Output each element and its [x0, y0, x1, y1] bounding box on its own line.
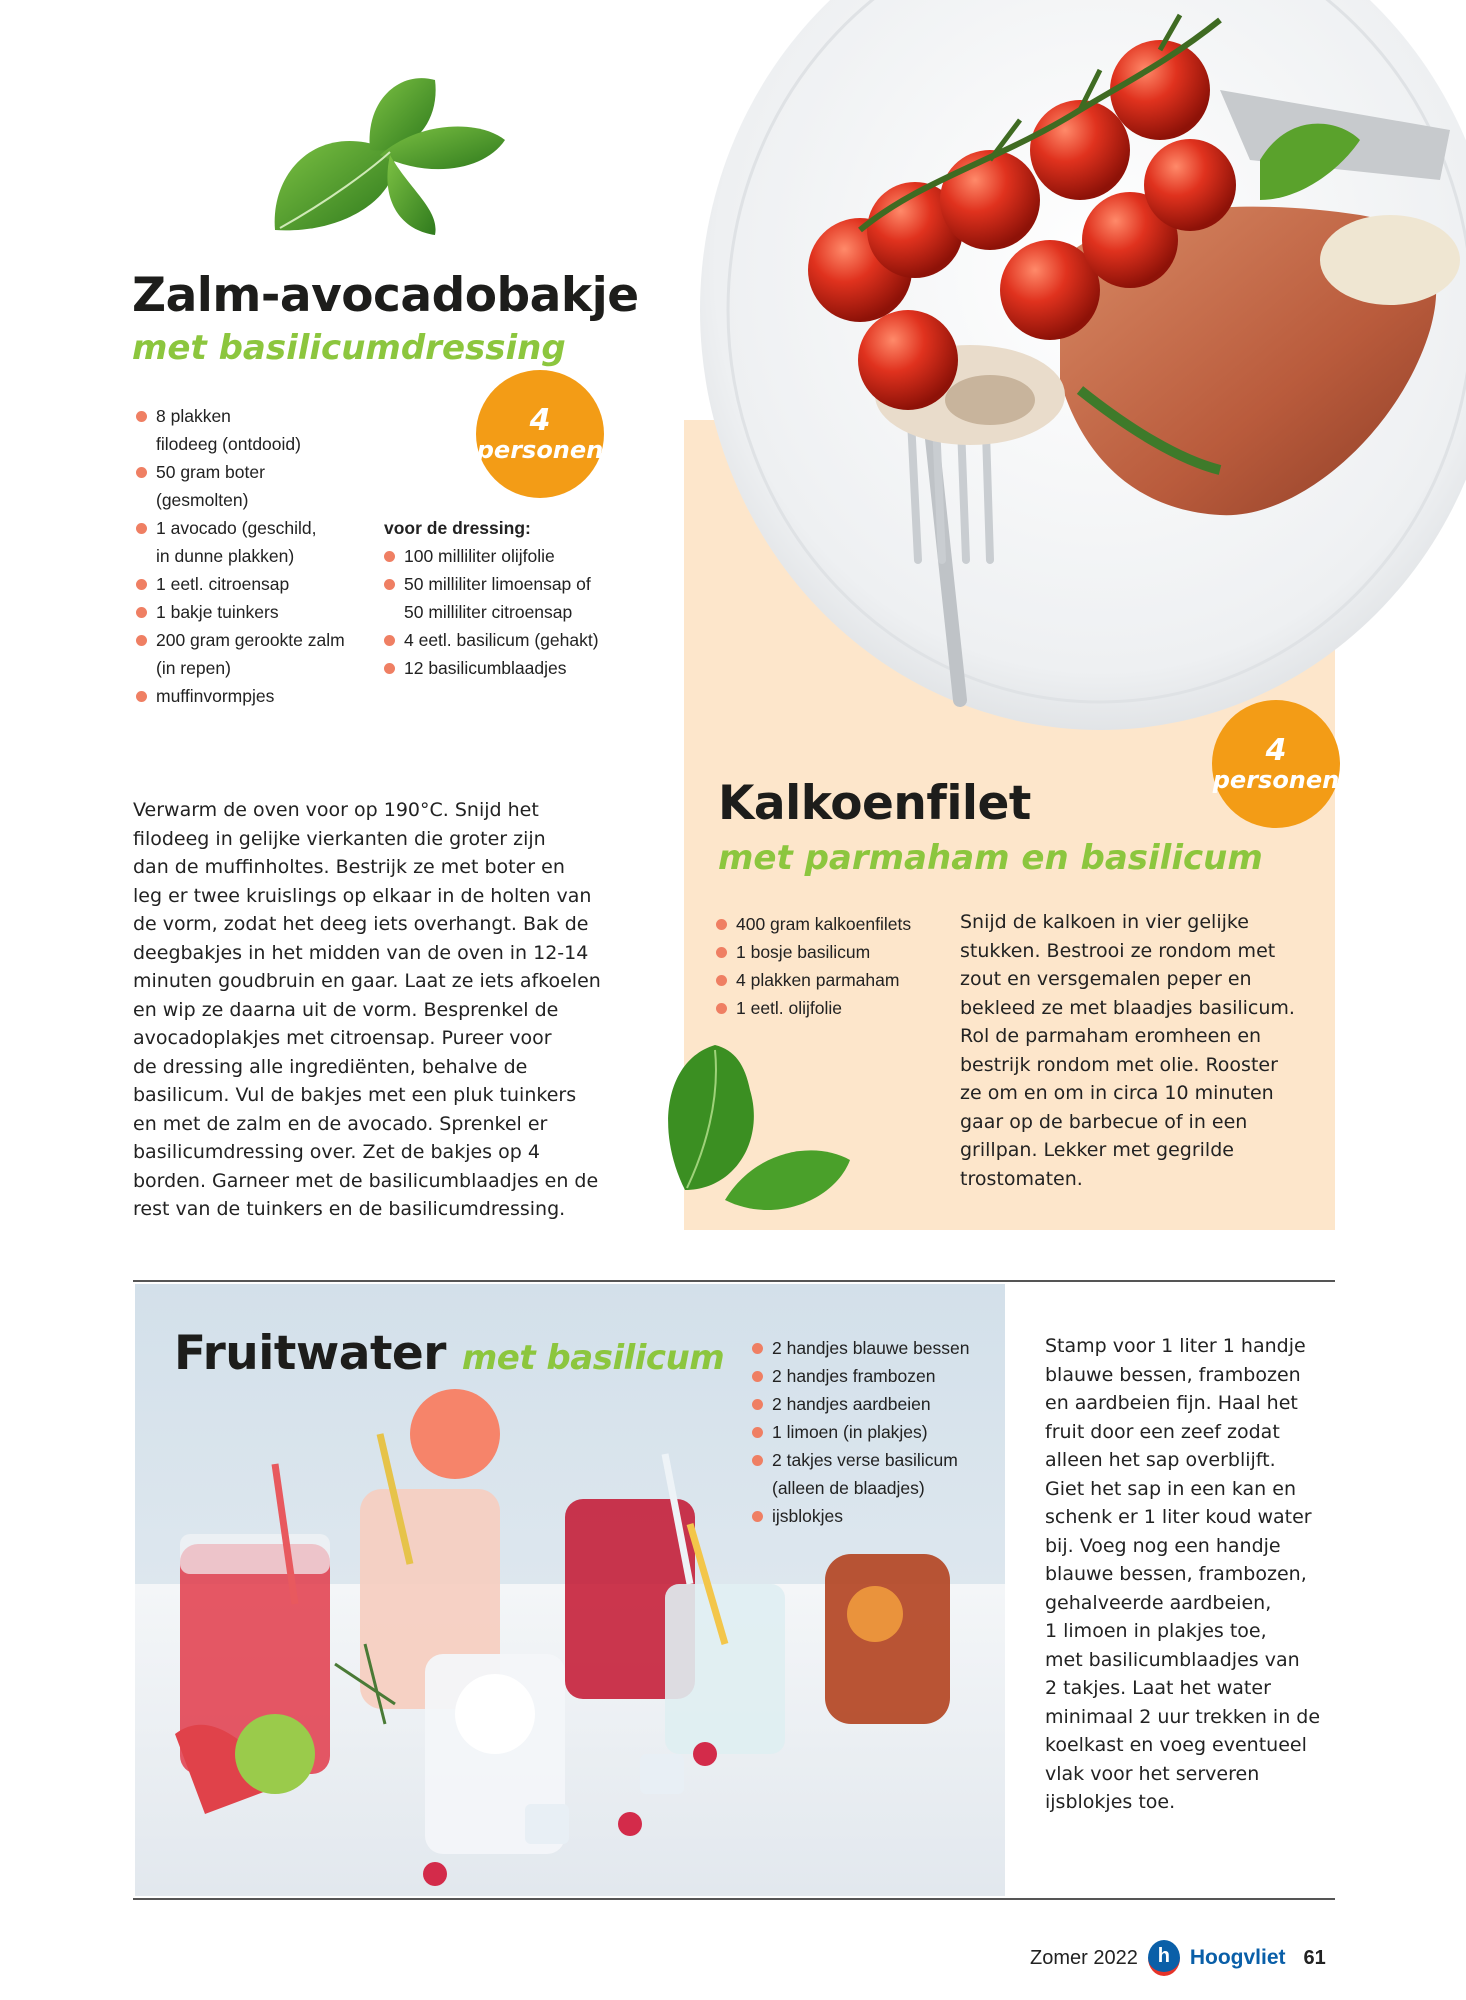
- text-line: gehalveerde aardbeien,: [1045, 1591, 1272, 1614]
- page-number: 61: [1303, 1946, 1326, 1969]
- text-line: bij. Voeg nog een handje: [1045, 1534, 1281, 1557]
- kalkoen-photo: [660, 0, 1466, 760]
- recipe2-subtitle: met parmaham en basilicum: [718, 838, 1263, 878]
- text-line: Giet het sap in een kan en: [1045, 1477, 1296, 1500]
- text-line: blauwe bessen, frambozen,: [1045, 1563, 1307, 1585]
- list-item: 50 gram boter: [136, 458, 376, 486]
- text-line: zout en versgemalen peper en: [960, 968, 1252, 990]
- text-line: bekleed ze met blaadjes basilicum.: [960, 996, 1295, 1019]
- text-line: en aardbeien fijn. Haal het: [1045, 1392, 1298, 1414]
- list-item: (in repen): [156, 658, 231, 678]
- text-line: met basilicumblaadjes van: [1045, 1648, 1300, 1671]
- section-divider-top: [133, 1280, 1335, 1282]
- list-item: 200 gram gerookte zalm: [136, 626, 376, 654]
- recipe2-ingredients: [716, 910, 946, 1022]
- list-item: (alleen de blaadjes): [772, 1478, 925, 1498]
- text-line: vlak voor het serveren: [1045, 1762, 1260, 1785]
- text-line: de dressing alle ingrediënten, behalve de: [133, 1055, 528, 1078]
- text-line: ijsblokjes toe.: [1045, 1791, 1176, 1813]
- badge-number: 4: [529, 403, 551, 439]
- recipe1-ingredients: [136, 402, 376, 710]
- text-line: trostomaten.: [960, 1167, 1083, 1190]
- list-item: 8 plakken: [136, 402, 376, 430]
- text-line: leg er twee kruislings op elkaar in de holten van: [133, 884, 592, 907]
- text-line: dan de muffinholtes. Bestrijk ze met boter en: [133, 856, 565, 878]
- text-line: borden. Garneer met de basilicumblaadjes en de: [133, 1169, 599, 1192]
- recipe3-title: [174, 1326, 724, 1381]
- section-divider-bottom: [133, 1898, 1335, 1900]
- text-line: 2 takjes. Laat het water: [1045, 1677, 1271, 1699]
- text-line: filodeeg in gelijke vierkanten die groter zijn: [133, 827, 546, 850]
- text-line: rest van de tuinkers en de basilicumdressing.: [133, 1198, 566, 1220]
- footer-edition: Zomer 2022: [1030, 1946, 1138, 1969]
- list-item: ijsblokjes: [752, 1502, 997, 1530]
- recipe2-instructions: [960, 908, 1320, 1193]
- text-line: en met de zalm en de avocado. Sprenkel er: [133, 1112, 548, 1135]
- recipe3-instructions: [1045, 1332, 1345, 1817]
- text-line: blauwe bessen, frambozen: [1045, 1363, 1301, 1386]
- text-line: stukken. Bestrooi ze rondom met: [960, 939, 1276, 962]
- hoogvliet-logo-icon: h: [1148, 1940, 1180, 1976]
- list-item: 50 milliliter citroensap: [404, 602, 573, 622]
- text-line: alleen het sap overblijft.: [1045, 1449, 1276, 1471]
- list-item: 1 avocado (geschild,: [136, 514, 376, 542]
- recipe3-title-text: Fruitwater: [174, 1326, 446, 1381]
- footer-brand: Hoogvliet: [1189, 1946, 1286, 1969]
- list-item: 100 milliliter olijfolie: [384, 542, 624, 570]
- list-item: muffinvormpjes: [136, 682, 376, 710]
- basil-leaves-illustration: [655, 1040, 855, 1220]
- text-line: fruit door een zeef zodat: [1045, 1420, 1280, 1443]
- list-item: 1 bosje basilicum: [716, 938, 946, 966]
- text-line: deegbakjes in het midden van de oven in 12-14: [133, 941, 589, 964]
- list-item: 4 eetl. basilicum (gehakt): [384, 626, 624, 654]
- text-line: koelkast en voeg eventueel: [1045, 1734, 1307, 1756]
- dressing-heading: voor de dressing:: [384, 518, 531, 538]
- list-item: 2 handjes blauwe bessen: [752, 1334, 997, 1362]
- text-line: basilicumdressing over. Zet de bakjes op 4: [133, 1141, 540, 1163]
- text-line: Verwarm de oven voor op 190°C. Snijd het: [133, 799, 539, 821]
- list-item: 12 basilicumblaadjes: [384, 654, 624, 682]
- list-item: 400 gram kalkoenfilets: [716, 910, 946, 938]
- text-line: minuten goudbruin en gaar. Laat ze iets afkoelen: [133, 970, 601, 992]
- text-line: Snijd de kalkoen in vier gelijke: [960, 911, 1249, 933]
- list-item: filodeeg (ontdooid): [156, 434, 301, 454]
- footer: [1030, 1940, 1326, 1976]
- badge-label: personen: [476, 436, 604, 465]
- list-item: (gesmolten): [156, 490, 249, 510]
- text-line: grillpan. Lekker met gegrilde: [960, 1139, 1234, 1161]
- recipe1-servings-badge: [476, 370, 604, 498]
- list-item: 2 takjes verse basilicum: [752, 1446, 997, 1474]
- list-item: 4 plakken parmaham: [716, 966, 946, 994]
- text-line: gaar op de barbecue of in een: [960, 1110, 1248, 1133]
- list-item: 2 handjes aardbeien: [752, 1390, 997, 1418]
- text-line: en wip ze daarna uit de vorm. Besprenkel de: [133, 998, 559, 1021]
- list-item: 1 eetl. citroensap: [136, 570, 376, 598]
- recipe1-subtitle: met basilicumdressing: [132, 328, 566, 368]
- recipe3-subtitle: met basilicum: [461, 1338, 725, 1378]
- text-line: minimaal 2 uur trekken in de: [1045, 1705, 1321, 1728]
- list-item: 50 milliliter limoensap of: [384, 570, 624, 598]
- text-line: de vorm, zodat het deeg iets overhangt. Bak de: [133, 913, 589, 935]
- recipe2-servings-badge: [1212, 700, 1340, 828]
- badge-number: 4: [1265, 733, 1287, 769]
- recipe2-title: Kalkoenfilet: [718, 776, 1031, 831]
- list-item: 1 bakje tuinkers: [136, 598, 376, 626]
- list-item: 1 limoen (in plakjes): [752, 1418, 997, 1446]
- recipe1-instructions: [133, 796, 643, 1224]
- basil-leaf-illustration: [270, 60, 510, 240]
- list-item: in dunne plakken): [156, 546, 295, 566]
- text-line: schenk er 1 liter koud water: [1045, 1506, 1312, 1528]
- badge-label: personen: [1212, 766, 1340, 795]
- list-item: 2 handjes frambozen: [752, 1362, 997, 1390]
- text-line: basilicum. Vul de bakjes met een pluk tuinkers: [133, 1084, 577, 1106]
- text-line: bestrijk rondom met olie. Rooster: [960, 1053, 1278, 1076]
- text-line: Rol de parmaham eromheen en: [960, 1025, 1262, 1047]
- text-line: 1 limoen in plakjes toe,: [1045, 1620, 1267, 1642]
- text-line: ze om en om in circa 10 minuten: [960, 1082, 1274, 1104]
- text-line: Stamp voor 1 liter 1 handje: [1045, 1335, 1306, 1357]
- recipe3-ingredients: [752, 1334, 997, 1530]
- list-item: 1 eetl. olijfolie: [716, 994, 946, 1022]
- text-line: avocadoplakjes met citroensap. Pureer voor: [133, 1027, 552, 1049]
- dressing-ingredients: [384, 542, 624, 682]
- recipe1-title: Zalm-avocadobakje: [132, 268, 639, 323]
